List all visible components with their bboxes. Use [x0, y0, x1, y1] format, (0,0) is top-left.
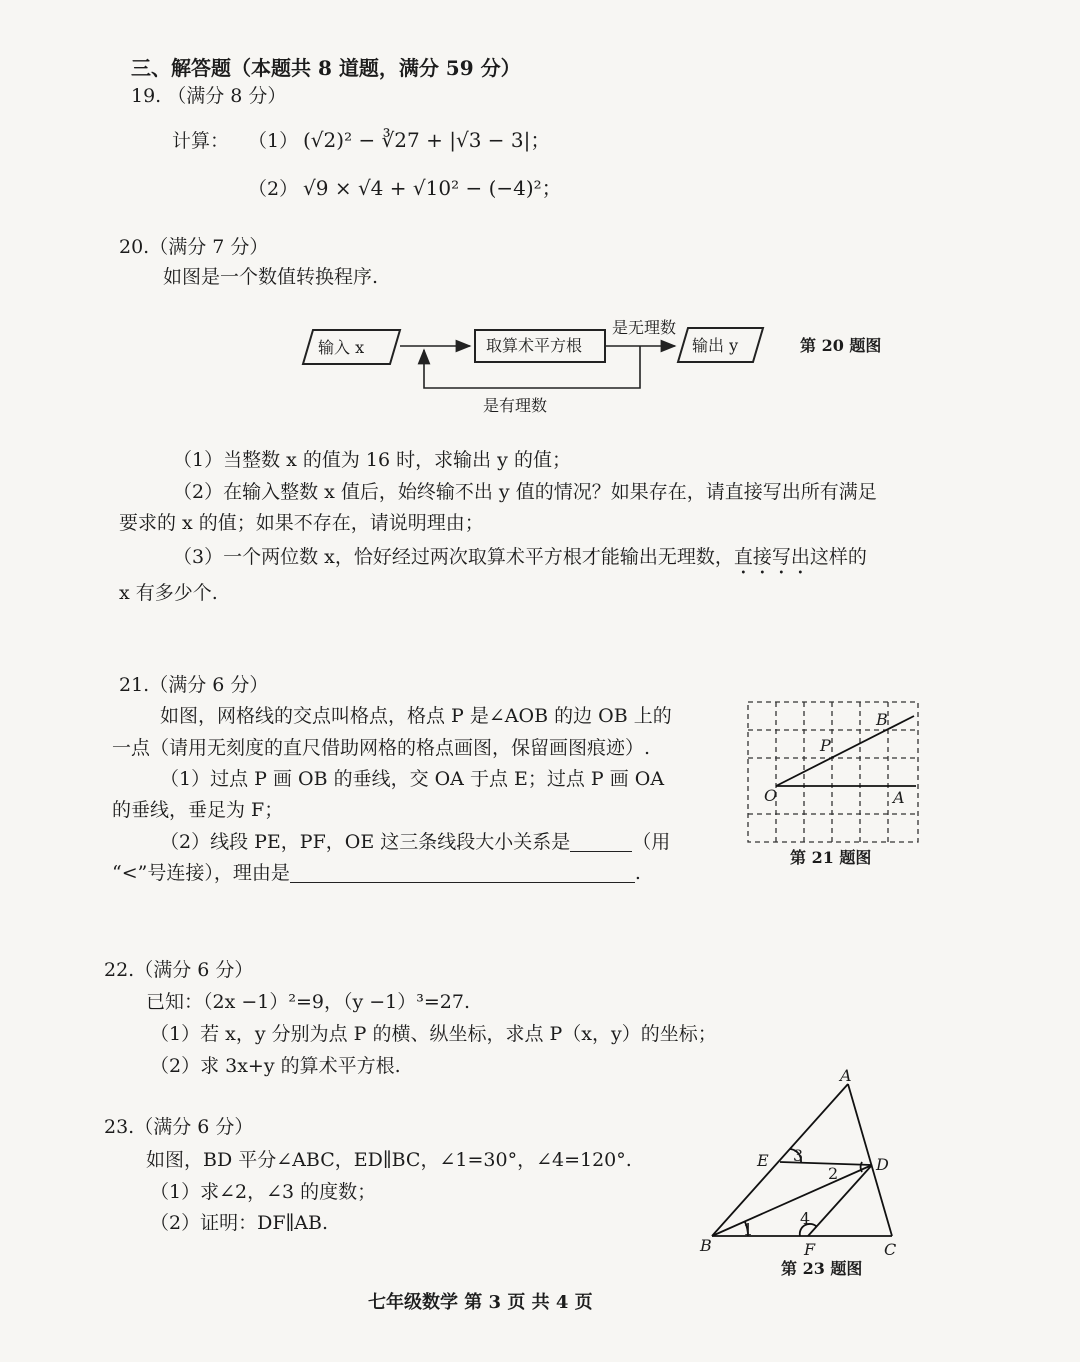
- q21-line5-text: （2）线段 PE，PF，OE 这三条线段大小关系是: [160, 831, 571, 853]
- q23-label-E: E: [757, 1151, 769, 1170]
- q23-angle-1: 1: [743, 1220, 754, 1239]
- q19-p1-expression: (√2)² − ∛27 + |√3 − 3|；: [303, 128, 551, 152]
- q20-process-label: 取算术平方根: [486, 336, 583, 355]
- q21-label-O: O: [764, 786, 778, 805]
- q20-part2-line1: （2）在输入整数 x 值后，始终输不出 y 值的情况？如果存在，请直接写出所有满足: [173, 481, 877, 503]
- q19-p2-expression: √9 × √4 + √10² − (−4)²；: [303, 176, 562, 200]
- q23-angle-3: 3: [793, 1146, 804, 1165]
- q20-input-label: 输入 x: [318, 338, 365, 357]
- q21-line6-tail: .: [634, 862, 641, 884]
- q23-given: 如图，BD 平分∠ABC，ED∥BC，∠1=30°，∠4=120°.: [146, 1149, 632, 1171]
- q23-label-A: A: [840, 1066, 852, 1085]
- q23-part1: （1）求∠2，∠3 的度数；: [150, 1181, 377, 1203]
- q21-line4: 的垂线，垂足为 F；: [112, 799, 284, 821]
- q20-part3-text-a: （3）一个两位数 x，恰好经过两次取算术平方根才能输出无理数，: [173, 546, 734, 568]
- q23-figure-caption: 第 23 题图: [781, 1259, 863, 1278]
- q21-line3: （1）过点 P 画 OB 的垂线，交 OA 于点 E；过点 P 画 OA: [160, 768, 665, 790]
- q20-rational-label: 是有理数: [483, 396, 548, 415]
- q20-irrational-label: 是无理数: [612, 318, 677, 337]
- q20-part3-emphasis: 直接写出: [733, 546, 810, 568]
- q21-line1: 如图，网格线的交点叫格点，格点 P 是∠AOB 的边 OB 上的: [160, 705, 672, 727]
- section-heading: 三、解答题（本题共 8 道题，满分 59 分）: [131, 56, 521, 80]
- q22-header: 22.（满分 6 分）: [104, 959, 254, 981]
- q21-label-B: B: [876, 710, 888, 729]
- q21-label-P: P: [820, 736, 831, 755]
- q20-header: 20.（满分 7 分）: [119, 236, 269, 258]
- q21-line2: 一点（请用无刻度的直尺借助网格的格点画图，保留画图痕迹）.: [112, 737, 651, 759]
- q23-label-D: D: [876, 1155, 889, 1174]
- q20-part3-text-c: 这样的: [809, 546, 867, 568]
- q22-given: 已知：（2x −1）²=9，（y −1）³=27.: [146, 991, 471, 1013]
- q23-label-B: B: [700, 1236, 712, 1255]
- q21-line6-text: “<”号连接），理由是: [112, 862, 290, 884]
- q19-p1-label: （1）: [248, 130, 299, 152]
- q20-output-label: 输出 y: [692, 336, 739, 355]
- q19-header: 19. （满分 8 分）: [131, 85, 287, 107]
- q20-part3-line2: x 有多少个.: [119, 582, 218, 604]
- q22-part2: （2）求 3x+y 的算术平方根.: [150, 1055, 401, 1077]
- q23-label-C: C: [884, 1240, 897, 1259]
- q23-angle-2: 2: [828, 1164, 839, 1183]
- q21-figure-caption: 第 21 题图: [790, 848, 872, 867]
- q23-angle-4: 4: [800, 1209, 811, 1228]
- q20-part2-line2: 要求的 x 的值；如果不存在，请说明理由；: [119, 512, 484, 534]
- q19-intro: 计算：: [172, 130, 230, 152]
- q21-label-A: A: [893, 788, 905, 807]
- q23-label-F: F: [804, 1240, 816, 1259]
- q21-line5-tail: （用: [632, 831, 671, 853]
- page-footer: 七年级数学 第 3 页 共 4 页: [368, 1292, 593, 1313]
- q23-part2: （2）证明：DF∥AB.: [150, 1212, 329, 1234]
- q20-figure-caption: 第 20 题图: [800, 336, 882, 355]
- q20-part1: （1）当整数 x 的值为 16 时，求输出 y 的值；: [173, 449, 571, 471]
- q20-intro: 如图是一个数值转换程序.: [163, 266, 379, 288]
- q22-part1: （1）若 x，y 分别为点 P 的横、纵坐标，求点 P（x，y）的坐标；: [150, 1023, 717, 1045]
- q23-header: 23.（满分 6 分）: [104, 1116, 254, 1138]
- q21-header: 21.（满分 6 分）: [119, 674, 269, 696]
- q19-p2-label: （2）: [248, 178, 299, 200]
